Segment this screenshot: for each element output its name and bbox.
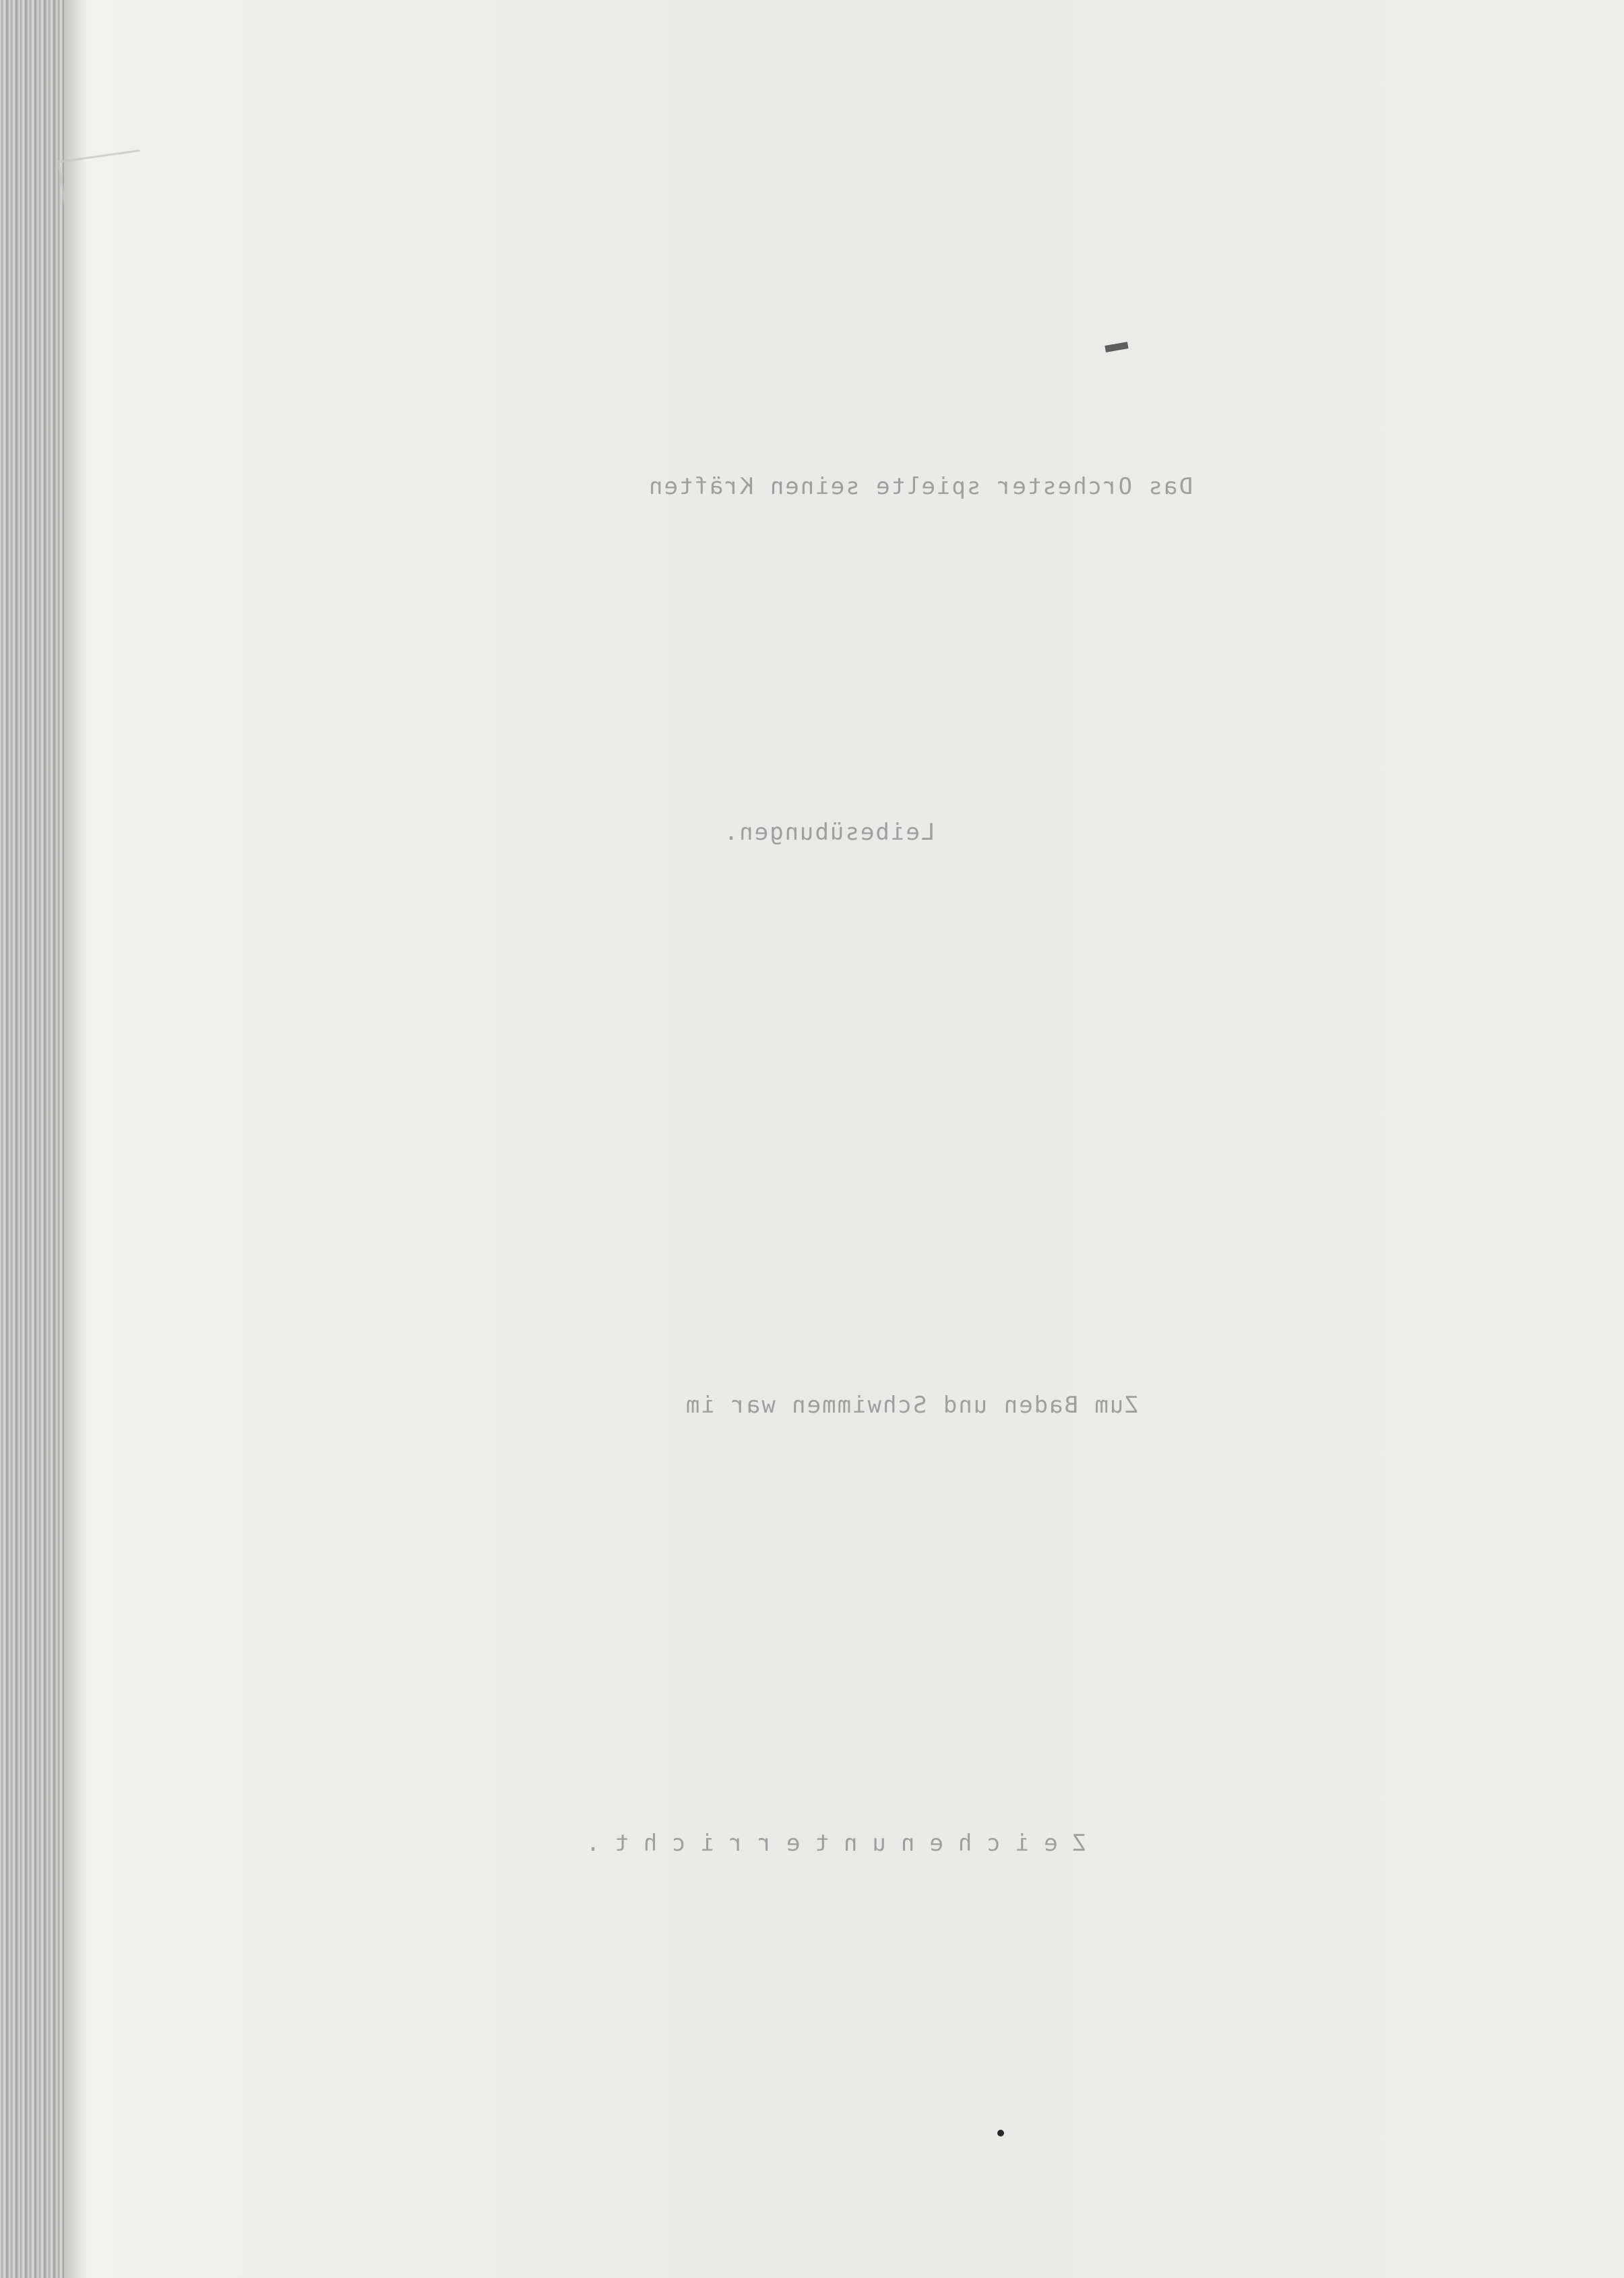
- section-heading-leibesuebungen: Leibesübungen.: [722, 819, 935, 846]
- binding-edge: [0, 0, 64, 2278]
- document-line: Zum Baden und Schwimmen war im: [684, 1392, 1139, 1419]
- binding-shadow: [64, 0, 88, 2278]
- mirrored-document-page: [222, 47, 1435, 2238]
- section-heading-zeichenunterricht: Zeichenunterricht.: [571, 1830, 1087, 1857]
- document-line: Das Orchester spielte seinen Kräften: [648, 473, 1193, 500]
